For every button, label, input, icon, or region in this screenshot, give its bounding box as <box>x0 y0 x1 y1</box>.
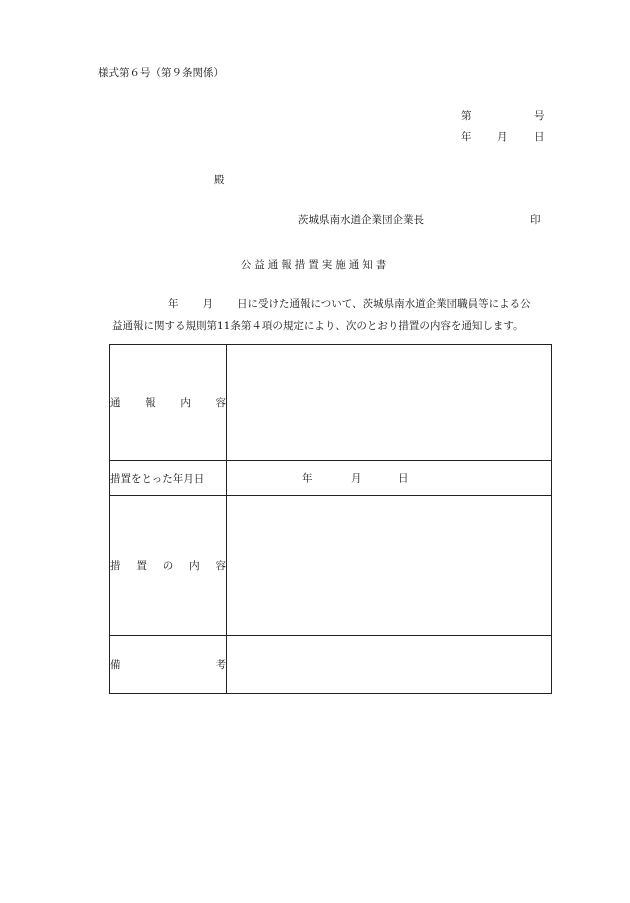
label-char: 内 <box>180 397 191 409</box>
form-number: 様式第６号（第９条関係） <box>98 67 224 79</box>
row-action-content <box>110 496 552 636</box>
label-char: 考 <box>215 659 226 671</box>
addressee-honorific: 殿 <box>214 174 225 186</box>
label-char: の <box>162 560 174 572</box>
field-action-content[interactable] <box>227 496 552 636</box>
row-remarks <box>110 636 552 694</box>
doc-date-day: 日 <box>534 131 545 143</box>
doc-number-prefix: 第 <box>461 110 472 122</box>
field-remarks[interactable] <box>227 636 552 694</box>
doc-number-suffix: 号 <box>534 110 545 122</box>
label-char: 置 <box>136 560 147 572</box>
body-year: 年 <box>168 298 179 310</box>
doc-date-year: 年 <box>461 131 472 143</box>
label-char: 報 <box>145 397 156 409</box>
field-action-date[interactable] <box>227 461 552 496</box>
label-char: 容 <box>215 397 226 409</box>
row-report-content <box>110 345 552 461</box>
body-month: 月 <box>202 298 213 310</box>
doc-date-month: 月 <box>497 131 508 143</box>
body-line-1 <box>168 299 531 310</box>
label-char: 通 <box>110 397 121 409</box>
label-remarks <box>110 636 227 694</box>
label-char: 備 <box>110 659 121 671</box>
seal-mark: 印 <box>530 214 541 226</box>
action-date-month: 月 <box>351 472 362 485</box>
label-char: 内 <box>189 560 200 572</box>
action-date-year: 年 <box>302 472 313 485</box>
row-action-date <box>110 461 552 496</box>
field-report-content[interactable] <box>227 345 552 461</box>
document-title: 公益通報措置実施通知書 <box>240 259 390 271</box>
label-action-content <box>110 496 227 636</box>
label-action-date: 措置をとった年月日 <box>110 461 227 496</box>
sender-name: 茨城県南水道企業団企業長 <box>298 214 424 226</box>
label-char: 容 <box>215 560 226 572</box>
notification-table <box>109 344 552 694</box>
label-char: 措 <box>110 560 121 572</box>
body-line-2: 益通報に関する規則第11条第４項の規定により、次のとおり措置の内容を通知します。 <box>112 320 524 332</box>
body-line-1-text: 日に受けた通報について、茨城県南水道企業団職員等による公 <box>237 298 531 310</box>
action-date-day: 日 <box>398 472 409 485</box>
label-report-content <box>110 345 227 461</box>
